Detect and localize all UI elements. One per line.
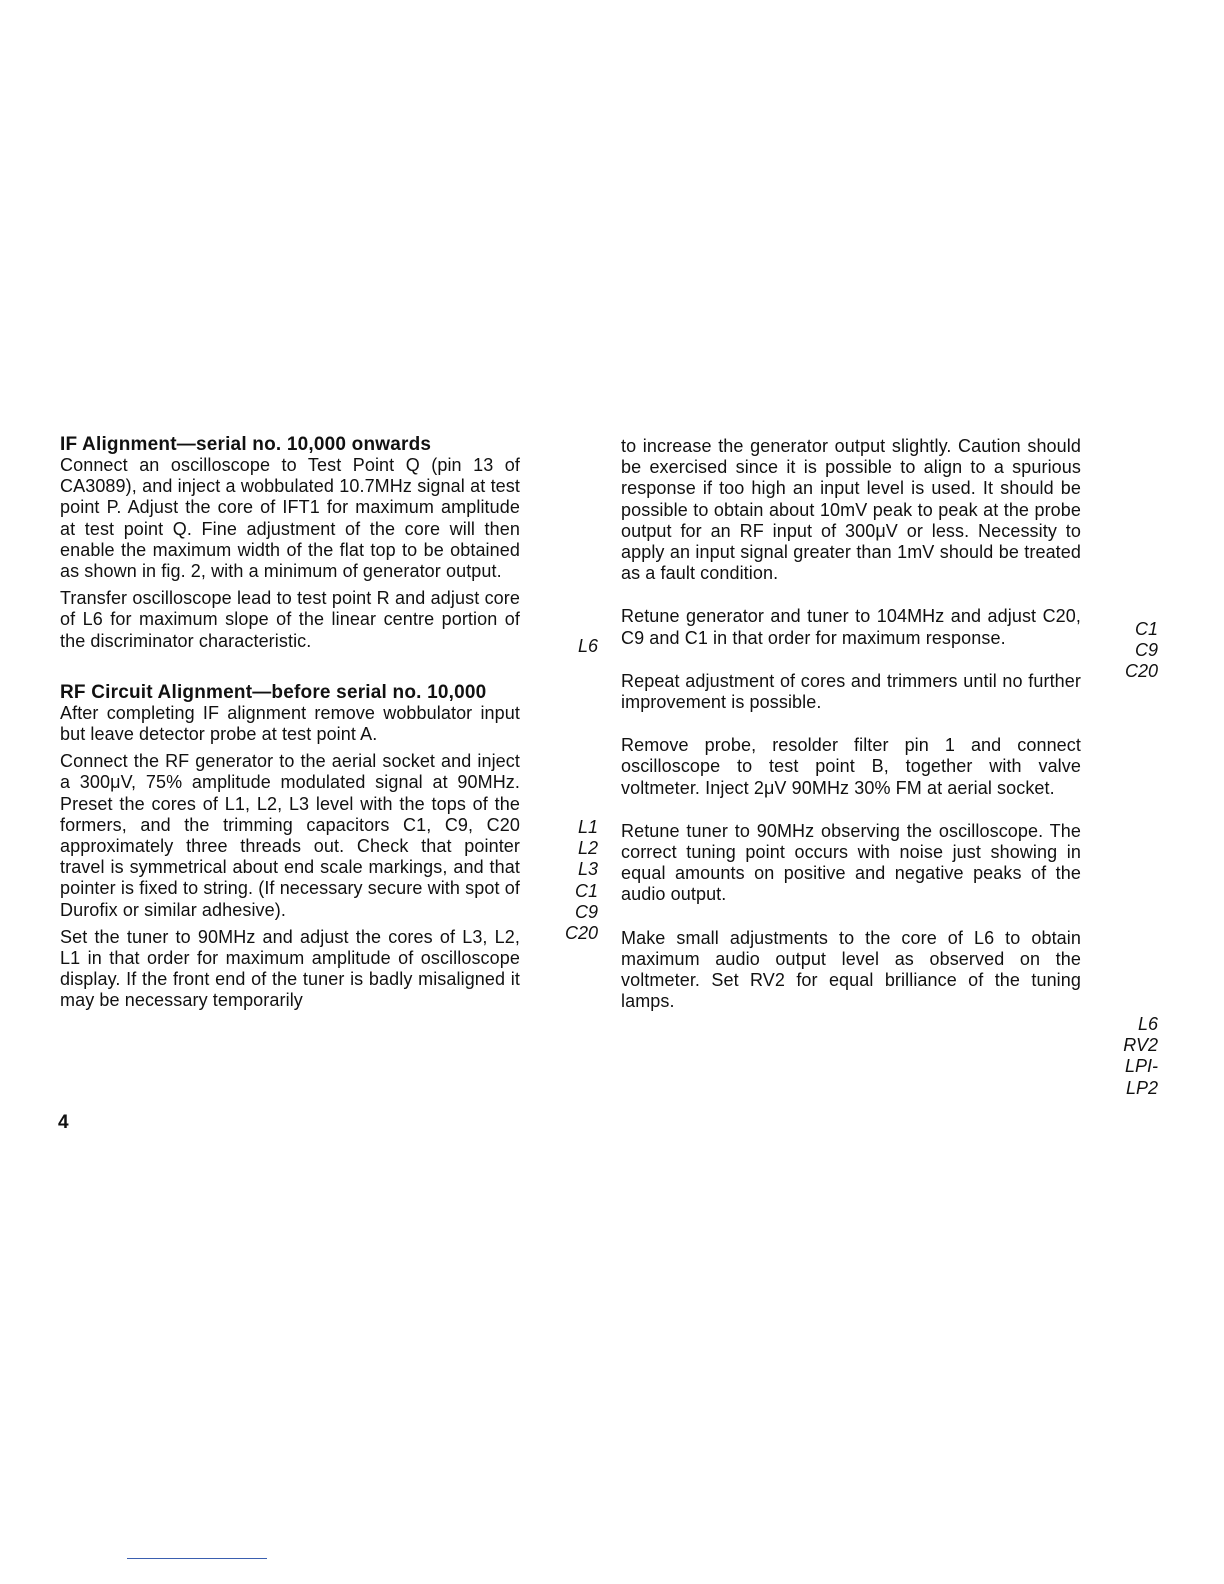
rf-alignment-paragraph-1: After completing IF alignment remove wobbulator input but leave detector probe at test point A. — [60, 702, 520, 745]
rf-alignment-heading: RF Circuit Alignment—before serial no. 10,000 — [60, 681, 487, 703]
margin-ref: L6 — [1137, 1014, 1158, 1034]
margin-ref: C20 — [564, 923, 598, 944]
rf-alignment-paragraph-3: Set the tuner to 90MHz and adjust the cores of L3, L2, L1 in that order for maximum amplitude of oscilloscope display. If the front end of the tuner is badly misaligned it may be necessary temporarily — [60, 926, 520, 1011]
margin-ref-l6 — [538, 636, 598, 657]
margin-ref: L6 — [577, 636, 598, 656]
right-paragraph-1: to increase the generator output slightly. Caution should be exercised since it is possible to align to a spurious response if too high an input level is used. It should be possible to obtain about 10mV peak to peak at the probe output for an RF input of 300μV or less. Necessity to apply an input signal greater than 1mV should be treated as a fault condition. — [621, 436, 1081, 584]
margin-ref: C1 — [1134, 619, 1158, 639]
margin-ref: L3 — [577, 859, 598, 880]
margin-ref: C20 — [1124, 661, 1158, 682]
if-alignment-paragraph-2: Transfer oscilloscope lead to test point R and adjust core of L6 for maximum slope of the linear centre portion of the discriminator characteristic. — [60, 588, 520, 651]
right-paragraph-2: Retune generator and tuner to 104MHz and adjust C20, C9 and C1 in that order for maximum response. — [621, 606, 1081, 648]
margin-ref: C1 — [574, 880, 598, 901]
left-column — [60, 434, 520, 1012]
right-paragraph-6: Make small adjustments to the core of L6 to obtain maximum audio output level as observed on the voltmeter. Set RV2 for equal brilliance of the tuning lamps. — [621, 927, 1081, 1012]
margin-ref: RV2 — [1123, 1035, 1158, 1056]
margin-refs-final — [1098, 1014, 1158, 1099]
if-alignment-paragraph-1: Connect an oscilloscope to Test Point Q (pin 13 of CA3089), and inject a wobbulated 10.7MHz signal at test point P. Adjust the core of IFT1 for maximum amplitude at test point Q. Fine adjustment of the core will then enable the maximum width of the flat top to be obtained as shown in fig. 2, with a minimum of generator output. — [60, 455, 520, 582]
rf-alignment-paragraph-2: Connect the RF generator to the aerial socket and inject a 300μV, 75% amplitude modulated signal at 90MHz. Preset the cores of L1, L2, L3 level with the tops of the formers, and the trimming capacitors C1, C9, C20 approximately three threads out. Check that pointer travel is symmetrical about end scale markings, and that pointer is fixed to string. (If necessary secure with spot of Durofix or similar adhesive). — [60, 751, 520, 920]
margin-ref: C9 — [1134, 640, 1158, 661]
margin-ref: C9 — [574, 901, 598, 922]
margin-ref: L1 — [577, 817, 598, 837]
right-paragraph-5: Retune tuner to 90MHz observing the oscilloscope. The correct tuning point occurs with noise just showing in equal amounts on positive and negative peaks of the audio output. — [621, 820, 1081, 905]
margin-ref: LP2 — [1125, 1077, 1158, 1098]
right-paragraph-4: Remove probe, resolder filter pin 1 and connect oscilloscope to test point B, together with valve voltmeter. Inject 2μV 90MHz 30% FM at aerial socket. — [621, 735, 1081, 798]
margin-refs-retune — [1098, 619, 1158, 683]
margin-refs-rf — [538, 817, 598, 944]
page-number: 4 — [58, 1112, 69, 1133]
margin-ref: L2 — [577, 838, 598, 859]
right-paragraph-3: Repeat adjustment of cores and trimmers until no further improvement is possible. — [621, 670, 1081, 713]
if-alignment-heading: IF Alignment—serial no. 10,000 onwards — [60, 434, 432, 455]
right-column — [621, 436, 1081, 1012]
footer-rule — [127, 1558, 267, 1559]
margin-ref: LPI- — [1124, 1056, 1158, 1077]
